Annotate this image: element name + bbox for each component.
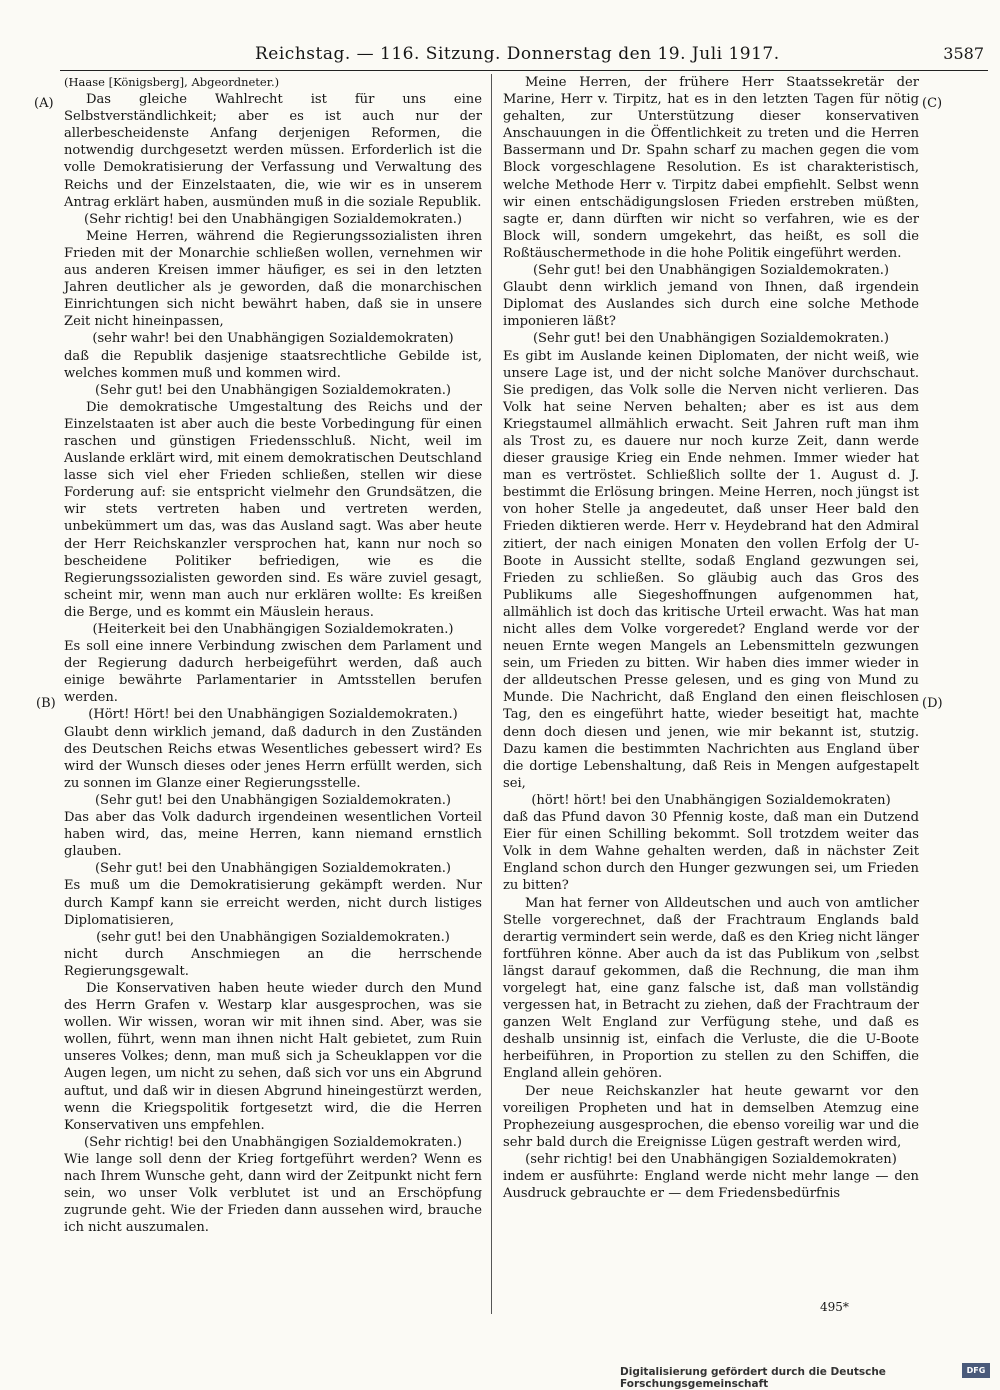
interjection: (Sehr gut! bei den Unabhängigen Sozialdemokraten.): [532, 263, 890, 279]
interjection: (Sehr gut! bei den Unabhängigen Sozialdemokraten.): [94, 382, 452, 398]
right-column: [503, 74, 919, 1202]
left-column: [64, 74, 482, 1236]
interjection: (Sehr richtig! bei den Unabhängigen Sozialdemokraten.): [83, 1134, 463, 1150]
paragraph: Meine Herren, der frühere Herr Staatssekretär der Marine, Herr v. Tirpitz, hat es in den letzten Tagen für nötig gehalten, zur Unterstützung dieser konservativen Anschauungen in die Öffentlichkeit zu treten und die Herren Bassermann und Dr. Spahn scharf zu machen gegen die vom Block vorgeschlagene Resolution. Es ist charakteristisch, welche Methode Herr v. Tirpitz dabei empfiehlt. Selbst wenn wir einen entschädigungslosen Frieden erstreben müßten, sagte er, dann dürften wir nicht so verfahren, wie es der Block will, sondern umgekehrt, das heißt, es soll die Roßtäuschermethode in die hohe Politik eingeführt werden.: [503, 75, 919, 261]
interjection: (Sehr richtig! bei den Unabhängigen Sozialdemokraten.): [83, 211, 463, 227]
interjection: (sehr gut! bei den Unabhängigen Sozialdemokraten.): [96, 929, 450, 945]
paragraph: Wie lange soll denn der Krieg fortgeführt werden? Wenn es nach Ihrem Wunsche geht, dann wird der Zeitpunkt nicht fern sein, wo unser Volk verblutet ist und an Erschöpfung zugrunde geht. Wie der Frieden dann aussehen wird, brauche ich nicht auszumalen.: [64, 1151, 482, 1236]
paragraph: Die demokratische Umgestaltung des Reichs und der Einzelstaaten ist aber auch die beste Vorbedingung für einen raschen und günstigen Friedensschluß. Nicht, weil im Auslande erklärt wird, mit einem demokratischen Deutschland lasse sich viel eher Frieden schließen, stellen wir diese Forderung auf: sie entspricht vielmehr den Grundsätzen, die wir stets vertreten haben und vertreten werden, unbekümmert um das, was das Ausland sagt. Was aber heute der Herr Reichskanzler versprochen hat, kann nur noch so bescheidene Politiker befriedigen, wie es die Regierungssozialisten geworden sind. Es wäre zuviel gesagt, scheint mir, wenn man auch nur erklären wollte: Es kreißen die Berge, und es kommt ein Mäuslein heraus.: [64, 399, 482, 620]
dfg-logo: DFG: [962, 1363, 990, 1378]
interjection: (Sehr gut! bei den Unabhängigen Sozialdemokraten.): [532, 331, 890, 347]
interjection: (Hört! Hört! bei den Unabhängigen Sozialdemokraten.): [88, 707, 458, 723]
paragraph: Das aber das Volk dadurch irgendeinen wesentlichen Vorteil haben wird, das, meine Herren, kann niemand ernstlich glauben.: [64, 810, 482, 860]
paragraph: daß die Republik dasjenige staatsrechtliche Gebilde ist, welches kommen muß und kommen wird.: [64, 348, 482, 381]
interjection: (hört! hört! bei den Unabhängigen Sozialdemokraten): [531, 792, 891, 808]
paragraph: daß das Pfund davon 30 Pfennig koste, daß man ein Dutzend Eier für einen Schilling bekommt. Soll trotzdem weiter das Volk in dem Wahne gehalten werden, daß in nächster Zeit England schon durch den Hunger gezwungen sei, um Frieden zu bitten?: [503, 810, 919, 894]
margin-mark-c: (C): [922, 96, 943, 111]
interjection: (Sehr gut! bei den Unabhängigen Sozialdemokraten.): [94, 861, 452, 877]
paragraph: Meine Herren, während die Regierungssozialisten ihren Frieden mit der Monarchie schließen wollen, vernehmen wir aus anderen Kreisen immer häufiger, es sei in den letzten Jahren deutlicher als je geworden, daß die monarchischen Einrichtungen sich nicht bewährt haben, daß sie in unsere Zeit nicht hineinpassen,: [64, 228, 482, 330]
interjection: (Heiterkeit bei den Unabhängigen Sozialdemokraten.): [92, 622, 454, 637]
header-rule: [60, 70, 988, 71]
page-header: [60, 44, 990, 70]
paragraph: indem er ausführte: England werde nicht mehr lange — den Ausdruck gebrauchte er — dem Friedensbedürfnis: [503, 1169, 919, 1202]
interjection: (Sehr gut! bei den Unabhängigen Sozialdemokraten.): [94, 792, 452, 808]
paragraph: Es soll eine innere Verbindung zwischen dem Parlament und der Regierung dadurch herbeigeführt werden, daß auch einige bewährte Parlamentarier in Amtsstellen berufen werden.: [64, 639, 482, 706]
speaker-line: (Haase [Königsberg], Abgeordneter.): [64, 75, 280, 89]
paragraph: Die Konservativen haben heute wieder durch den Mund des Herrn Grafen v. Westarp klar ausgesprochen, was sie wollen. Wir wissen, woran wir mit ihnen sind. Aber, was sie wollen, führt, wenn man ihnen nicht Halt gebietet, zum Ruin unseres Volkes; denn, man muß sich ja Scheuklappen vor die Augen legen, um nicht zu sehen, daß sich vor uns ein Abgrund auftut, und daß wir in diesen Abgrund hineingestürzt werden, wenn die Kriegspolitik fortgesetzt wird, die die Herren Konservativen uns empfehlen.: [64, 980, 482, 1133]
paragraph: Glaubt denn wirklich jemand, daß dadurch in den Zuständen des Deutschen Reichs etwas Wesentliches gebessert wird? Es wird der Wunsch dieses oder jenes Herrn erfüllt werden, sich zu sonnen im Glanze einer Regierungsstelle.: [64, 724, 482, 791]
paragraph: Es gibt im Auslande keinen Diplomaten, der nicht weiß, wie unsere Lage ist, und der nicht solche Manöver durchschaut. Sie predigen, das Volk solle die Nerven nicht verlieren. Das Volk hat seine Nerven behalten; aber es ist aus dem Kriegstaumel allmählich erwacht. Seit Jahren ruft man ihm als Trost zu, es dauere nur noch kurze Zeit, dann werde dieser grausige Krieg ein Ende nehmen. Immer wieder hat man es vertröstet. Schließlich sollte der 1. August d. J. bestimmt die Erlösung bringen. Meine Herren, noch jüngst ist von hoher Stelle ja angedeutet, daß unser Heer bald den Frieden diktieren werde. Herr v. Heydebrand hat den Admiral zitiert, der nach einigen Monaten den vollen Erfolg der U-Boote in Aussicht stellte, sodaß England gezwungen sei, Frieden zu schließen. So gläubig auch das Gros des Publikums alle Siegeshoffnungen aufgenommen hat, allmählich ist doch das kritische Urteil erwacht. Was hat man nicht alles dem Volke vorgeredet? England werde vor der neuen Ernte wegen Mangels an Lebensmitteln gezwungen sein, um Frieden zu bitten. Wir haben dies immer wieder in der alldeutschen Presse gelesen, und es ging von Mund zu Munde. Die Nachricht, daß England den einen fleischlosen Tag, den es eingeführt hatte, wieder beseitigt hat, machte denn doch diesen und jenen, wie mir bekannt ist, stutzig. Dazu kamen die bestimmten Nachrichten aus England über die dortige Lebenshaltung, daß Reis in Mengen aufgestapelt sei,: [503, 348, 919, 791]
interjection: (sehr wahr! bei den Unabhängigen Sozialdemokraten): [92, 331, 454, 347]
margin-mark-d: (D): [922, 696, 943, 711]
margin-mark-b: (B): [36, 696, 56, 711]
column-divider: [491, 74, 492, 1314]
page-number: 3587: [943, 44, 984, 63]
running-title: Reichstag. — 116. Sitzung. Donnerstag den 19. Juli 1917.: [255, 44, 780, 64]
paragraph: Man hat ferner von Alldeutschen und auch von amtlicher Stelle vorgerechnet, daß der Frachtraum Englands bald derartig vermindert sein werde, daß es den Krieg nicht länger fortführen könne. Aber auch da ist das Publikum von ,selbst längst darauf gekommen, daß die Rechnung, die man ihm vorgelegt hat, eine ganz falsche ist, daß man vollständig vergessen hat, in Betracht zu ziehen, daß der Frachtraum der ganzen Welt England zur Verfügung stehe, und daß es deshalb unsinnig ist, einfach die Verluste, die die U-Boote herbeiführen, in Proportion zu stellen zu den Schiffen, die England allein gehören.: [503, 895, 919, 1082]
paragraph: nicht durch Anschmiegen an die herrschende Regierungsgewalt.: [64, 946, 482, 979]
paragraph: Der neue Reichskanzler hat heute gewarnt vor den voreiligen Propheten und hat in demselben Atemzug eine Prophezeiung ausgesprochen, die ebenso voreilig war und die sehr bald durch die Ereignisse Lügen gestraft werden wird,: [503, 1083, 919, 1150]
paragraph: Das gleiche Wahlrecht ist für uns eine Selbstverständlichkeit; aber es ist auch nur der allerbescheidenste Anfang derjenigen Reformen, die notwendig durchgesetzt werden müssen. Erforderlich ist die volle Demokratisierung der Verfassung und Verwaltung des Reichs und der Einzelstaaten, die, wie wir es in unserem Antrag erklärt haben, ausmünden muß in die soziale Republik.: [64, 92, 482, 210]
interjection: (sehr richtig! bei den Unabhängigen Sozialdemokraten): [525, 1151, 897, 1167]
footer-credit: Digitalisierung gefördert durch die Deutsche Forschungsgemeinschaft: [620, 1366, 886, 1390]
paragraph: Es muß um die Demokratisierung gekämpft werden. Nur durch Kampf kann sie erreicht werden, nicht durch listiges Diplomatisieren,: [64, 878, 482, 928]
signature-mark: 495*: [820, 1300, 849, 1314]
paragraph: Glaubt denn wirklich jemand von Ihnen, daß irgendein Diplomat des Auslandes sich durch eine solche Methode imponieren läßt?: [503, 280, 919, 330]
margin-mark-a: (A): [34, 96, 54, 111]
